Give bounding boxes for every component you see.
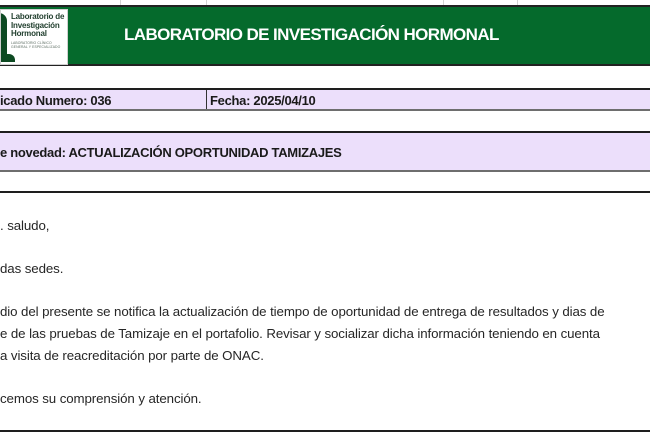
- page-title: LABORATORIO DE INVESTIGACIÓN HORMONAL: [124, 25, 499, 44]
- logo-title-line: Hormonal: [11, 29, 47, 38]
- recipients-text: das sedes.: [0, 261, 64, 276]
- body-paragraph-line: a visita de reacreditación por parte de ONAC.: [0, 348, 264, 363]
- body-paragraph-line: e de las pruebas de Tamizaje en el portafolio. Revisar y socializar dicha información teniendo en cuenta: [0, 326, 600, 341]
- closing-text: cemos su comprensión y atención.: [0, 391, 202, 406]
- lab-logo: [0, 9, 68, 65]
- subject-row: [0, 131, 650, 172]
- subject-text: e novedad: ACTUALIZACIÓN OPORTUNIDAD TAMIZAJES: [0, 145, 342, 160]
- bottom-divider: [0, 430, 650, 432]
- logo-title-line: Investigación: [11, 20, 60, 30]
- body-paragraph-line: dio del presente se notifica la actualización de tiempo de oportunidad de entrega de resultados y dias de: [0, 304, 605, 319]
- logo-subtitle-line: LABORATORIO CLÍNICO: [11, 41, 52, 45]
- fecha-date: Fecha: 2025/04/10: [210, 93, 316, 108]
- header-banner: [0, 5, 650, 66]
- greeting-text: . saludo,: [0, 218, 50, 233]
- logo-mark-icon: [0, 13, 7, 59]
- logo-subtitle-line: GENERAL Y ESPECIALIZADO: [11, 45, 61, 49]
- logo-base-icon: [0, 54, 15, 62]
- logo-title-line: Laboratorio de: [11, 12, 65, 21]
- cell-divider: [206, 90, 207, 109]
- logo-subtitle: [11, 41, 60, 49]
- logo-title: [11, 13, 64, 39]
- section-divider: [0, 191, 650, 193]
- comunicado-number: icado Numero: 036: [0, 93, 112, 108]
- info-row: [0, 88, 650, 111]
